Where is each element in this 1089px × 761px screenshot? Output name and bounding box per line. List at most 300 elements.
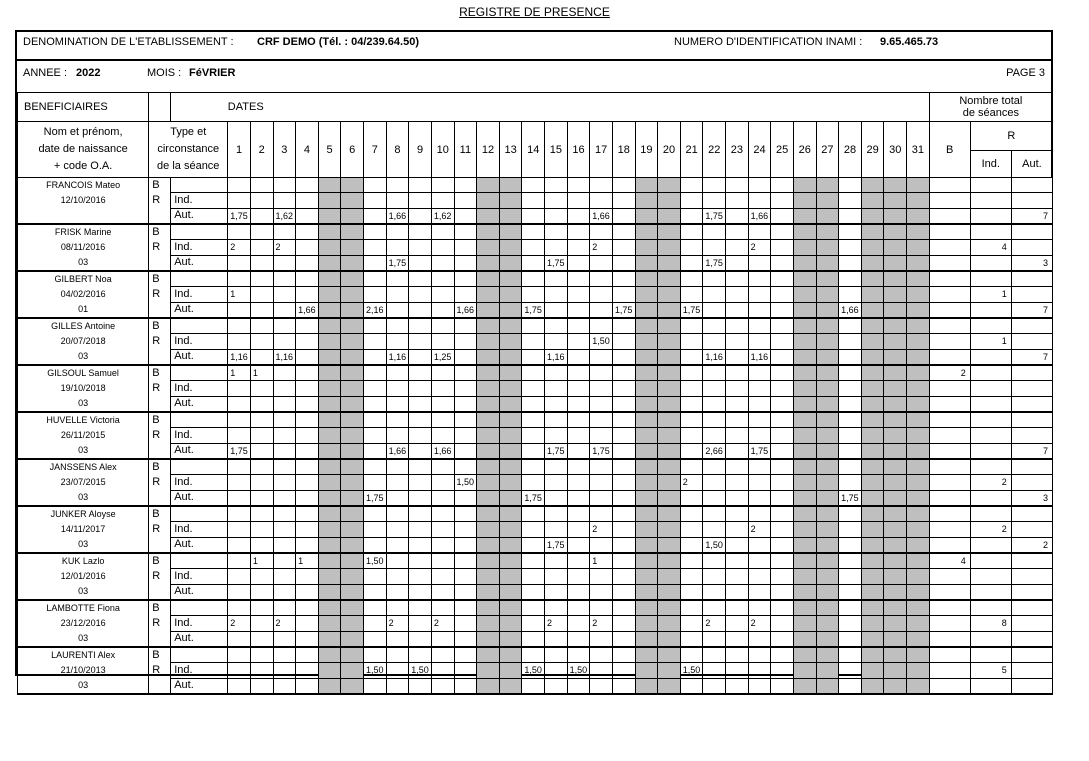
day-cell xyxy=(703,490,726,506)
day-cell xyxy=(499,412,522,428)
name-header-line2: date de naissance xyxy=(38,143,128,155)
day-cell xyxy=(884,271,907,287)
day-cell xyxy=(839,647,862,663)
day-cell xyxy=(816,428,839,443)
table-row xyxy=(18,318,1053,334)
day-cell xyxy=(861,255,884,271)
day-cell xyxy=(907,475,930,490)
day-cell xyxy=(816,255,839,271)
type-ind-label: Ind. xyxy=(171,428,228,443)
day-cell xyxy=(318,334,341,349)
type-header-top xyxy=(149,93,171,122)
table-row xyxy=(18,178,1053,193)
day-cell xyxy=(816,412,839,428)
day-cell xyxy=(658,584,681,600)
day-cell xyxy=(545,678,568,694)
day-cell xyxy=(839,178,862,193)
day-cell xyxy=(250,334,273,349)
day-cell xyxy=(431,271,454,287)
day-cell xyxy=(431,255,454,271)
total-header-line1: Nombre total xyxy=(959,95,1023,107)
day-cell xyxy=(273,600,296,616)
day-cell xyxy=(590,396,613,412)
day-cell xyxy=(228,490,251,506)
day-cell xyxy=(726,443,749,459)
patient-name: GILBERT Noa xyxy=(54,274,112,284)
patient-name: LAURENTI Alex xyxy=(51,650,116,660)
day-cell xyxy=(499,522,522,537)
patient-info xyxy=(18,365,149,412)
day-cell xyxy=(545,475,568,490)
day-cell xyxy=(386,224,409,240)
day-cell xyxy=(635,569,658,584)
patient-dob: 21/10/2013 xyxy=(60,665,106,675)
day-cell xyxy=(567,224,590,240)
type-aut-label: Aut. xyxy=(171,631,228,647)
type-b-label: B xyxy=(149,459,171,475)
day-cell: 1,50 xyxy=(567,663,590,678)
day-cell xyxy=(522,506,545,522)
day-cell xyxy=(431,287,454,302)
day-cell xyxy=(454,178,477,193)
total-b-cell xyxy=(929,318,970,334)
day-cell: 2,66 xyxy=(703,443,726,459)
table-row xyxy=(18,584,1053,600)
day-cell xyxy=(499,600,522,616)
day-cell xyxy=(522,349,545,365)
day-cell xyxy=(816,302,839,318)
day-cell xyxy=(793,553,816,569)
day-cell xyxy=(477,647,500,663)
day-cell xyxy=(612,459,635,475)
day-cell xyxy=(726,584,749,600)
day-cell xyxy=(386,412,409,428)
day-cell: 1 xyxy=(250,365,273,381)
day-cell xyxy=(454,271,477,287)
name-header xyxy=(18,122,149,178)
name-header-line3: + code O.A. xyxy=(53,160,113,172)
patient-code: 03 xyxy=(78,539,89,549)
table-row xyxy=(18,365,1053,381)
day-cell xyxy=(273,475,296,490)
day-cell xyxy=(839,584,862,600)
day-cell xyxy=(477,396,500,412)
day-cell xyxy=(250,569,273,584)
day-cell xyxy=(635,663,658,678)
day-cell xyxy=(567,678,590,694)
patient-name: JANSSENS Alex xyxy=(49,462,117,472)
day-cell xyxy=(296,490,319,506)
day-cell xyxy=(499,287,522,302)
day-cell xyxy=(680,584,703,600)
table-row xyxy=(18,271,1053,287)
total-b-black xyxy=(929,381,970,396)
day-cell xyxy=(816,553,839,569)
day-cell xyxy=(228,412,251,428)
day-cell xyxy=(635,537,658,553)
day-cell xyxy=(726,647,749,663)
table-row xyxy=(18,537,1053,553)
day-cell xyxy=(907,616,930,631)
day-cell xyxy=(771,349,794,365)
total-aut-cell xyxy=(1011,678,1052,694)
day-cell: 1,75 xyxy=(545,255,568,271)
patient-code: 03 xyxy=(78,633,89,643)
day-cell xyxy=(522,318,545,334)
patient-name: JUNKER Aloyse xyxy=(50,509,116,519)
day-cell xyxy=(680,412,703,428)
day-cell xyxy=(341,318,364,334)
day-cell xyxy=(296,506,319,522)
day-cell xyxy=(907,193,930,208)
day-cell xyxy=(228,224,251,240)
day-cell xyxy=(839,224,862,240)
type-ind-label: Ind. xyxy=(171,193,228,208)
day-cell xyxy=(477,178,500,193)
day-cell xyxy=(884,506,907,522)
day-cell xyxy=(454,240,477,255)
day-cell xyxy=(816,616,839,631)
day-cell xyxy=(318,318,341,334)
day-cell xyxy=(409,208,432,224)
day-cell xyxy=(884,412,907,428)
day-cell xyxy=(658,490,681,506)
day-cell xyxy=(318,678,341,694)
day-cell xyxy=(793,240,816,255)
day-cell xyxy=(545,240,568,255)
day-cell xyxy=(771,334,794,349)
day-cell xyxy=(907,553,930,569)
day-header: 23 xyxy=(726,122,749,178)
day-cell xyxy=(386,647,409,663)
type-r-label: R xyxy=(149,428,171,443)
day-cell xyxy=(793,334,816,349)
day-cell xyxy=(839,459,862,475)
day-cell xyxy=(658,349,681,365)
day-cell xyxy=(228,631,251,647)
type-ind-label: Ind. xyxy=(171,381,228,396)
day-cell xyxy=(658,396,681,412)
day-cell xyxy=(612,443,635,459)
day-cell xyxy=(386,334,409,349)
day-cell xyxy=(296,412,319,428)
day-cell xyxy=(477,365,500,381)
day-cell xyxy=(748,584,771,600)
day-cell: 2 xyxy=(273,616,296,631)
type-b-spacer xyxy=(171,365,228,381)
day-cell xyxy=(703,334,726,349)
day-cell xyxy=(386,240,409,255)
day-cell xyxy=(409,584,432,600)
total-aut-black xyxy=(1011,428,1052,443)
day-cell xyxy=(454,616,477,631)
day-cell xyxy=(499,271,522,287)
day-cell xyxy=(296,678,319,694)
day-cell xyxy=(250,208,273,224)
day-cell xyxy=(726,678,749,694)
total-ind-cell xyxy=(970,428,1011,443)
day-cell xyxy=(341,443,364,459)
day-cell xyxy=(296,224,319,240)
day-cell xyxy=(341,255,364,271)
day-cell xyxy=(341,569,364,584)
day-cell xyxy=(296,663,319,678)
day-cell xyxy=(318,349,341,365)
day-cell xyxy=(726,600,749,616)
day-cell xyxy=(612,396,635,412)
total-aut-black xyxy=(1011,381,1052,396)
day-cell xyxy=(612,600,635,616)
type-b-spacer xyxy=(171,412,228,428)
day-cell xyxy=(703,287,726,302)
day-cell xyxy=(658,412,681,428)
type-header-line2: circonstance xyxy=(157,143,220,155)
type-r-spacer xyxy=(149,349,171,365)
total-b-black xyxy=(929,287,970,302)
day-cell xyxy=(590,631,613,647)
patient-name: LAMBOTTE Fiona xyxy=(46,603,120,613)
day-cell xyxy=(793,647,816,663)
day-cell xyxy=(567,616,590,631)
day-cell xyxy=(273,631,296,647)
day-cell xyxy=(567,412,590,428)
day-cell xyxy=(409,600,432,616)
day-cell xyxy=(296,428,319,443)
day-cell xyxy=(567,537,590,553)
day-cell xyxy=(907,255,930,271)
day-cell xyxy=(386,490,409,506)
patient-name: KUK Lazlo xyxy=(61,556,105,566)
day-cell xyxy=(318,381,341,396)
day-cell xyxy=(612,428,635,443)
day-cell xyxy=(635,208,658,224)
day-cell xyxy=(431,631,454,647)
total-ind-black xyxy=(970,255,1011,271)
day-cell xyxy=(590,287,613,302)
day-cell xyxy=(477,349,500,365)
day-cell xyxy=(228,459,251,475)
day-cell: 1,75 xyxy=(522,302,545,318)
day-cell xyxy=(861,381,884,396)
day-cell xyxy=(454,349,477,365)
day-cell xyxy=(884,678,907,694)
day-cell xyxy=(680,522,703,537)
denomination-value: CRF DEMO (Tél. : 04/239.64.50) xyxy=(257,36,419,48)
day-cell xyxy=(250,663,273,678)
day-cell xyxy=(635,302,658,318)
day-cell xyxy=(454,396,477,412)
day-cell xyxy=(793,271,816,287)
day-cell xyxy=(318,193,341,208)
day-cell xyxy=(703,240,726,255)
day-cell: 1,16 xyxy=(545,349,568,365)
day-cell xyxy=(726,318,749,334)
day-cell xyxy=(907,459,930,475)
day-cell xyxy=(318,365,341,381)
day-cell xyxy=(703,459,726,475)
day-cell xyxy=(386,631,409,647)
type-b-label: B xyxy=(149,224,171,240)
total-aut-black xyxy=(1011,412,1052,428)
day-cell xyxy=(499,193,522,208)
day-cell xyxy=(748,412,771,428)
day-cell: 1,50 xyxy=(364,663,387,678)
day-cell xyxy=(341,663,364,678)
day-cell xyxy=(454,334,477,349)
day-cell xyxy=(816,443,839,459)
day-cell xyxy=(522,631,545,647)
day-cell xyxy=(545,569,568,584)
day-cell xyxy=(477,475,500,490)
day-cell xyxy=(635,224,658,240)
day-cell xyxy=(635,255,658,271)
day-cell xyxy=(884,553,907,569)
day-cell xyxy=(409,647,432,663)
total-aut-cell: 7 xyxy=(1011,443,1052,459)
day-cell xyxy=(228,334,251,349)
day-cell xyxy=(522,255,545,271)
day-cell xyxy=(793,490,816,506)
day-cell xyxy=(477,381,500,396)
day-cell xyxy=(567,553,590,569)
day-cell xyxy=(703,475,726,490)
total-aut-cell xyxy=(1011,631,1052,647)
day-header: 16 xyxy=(567,122,590,178)
day-cell xyxy=(703,318,726,334)
day-cell xyxy=(590,663,613,678)
type-header-line1: Type et xyxy=(170,126,207,138)
day-cell xyxy=(431,647,454,663)
day-cell xyxy=(748,600,771,616)
day-cell xyxy=(861,349,884,365)
day-cell xyxy=(364,616,387,631)
day-cell xyxy=(499,255,522,271)
day-cell: 1 xyxy=(590,553,613,569)
day-cell xyxy=(839,537,862,553)
total-aut-black xyxy=(1011,663,1052,678)
day-cell xyxy=(635,178,658,193)
day-cell xyxy=(590,428,613,443)
day-cell xyxy=(861,318,884,334)
day-cell xyxy=(386,522,409,537)
day-cell xyxy=(477,318,500,334)
type-b-spacer xyxy=(171,506,228,522)
day-cell xyxy=(816,647,839,663)
day-cell xyxy=(250,490,273,506)
total-aut-cell: 3 xyxy=(1011,490,1052,506)
total-b-cell xyxy=(929,412,970,428)
total-b-cell: 4 xyxy=(929,553,970,569)
day-cell xyxy=(522,178,545,193)
table-row xyxy=(18,631,1053,647)
total-ind-black xyxy=(970,302,1011,318)
day-cell xyxy=(364,584,387,600)
day-cell xyxy=(861,600,884,616)
total-ind-black xyxy=(970,506,1011,522)
day-cell xyxy=(341,616,364,631)
day-cell xyxy=(839,412,862,428)
day-cell xyxy=(431,490,454,506)
day-cell xyxy=(250,522,273,537)
day-cell xyxy=(341,678,364,694)
day-cell xyxy=(409,193,432,208)
total-ind-black xyxy=(970,678,1011,694)
page-number: PAGE 3 xyxy=(1006,67,1045,79)
day-cell xyxy=(590,475,613,490)
day-cell xyxy=(816,663,839,678)
day-cell xyxy=(431,318,454,334)
day-cell xyxy=(567,522,590,537)
day-cell xyxy=(296,178,319,193)
day-cell xyxy=(545,178,568,193)
table-row xyxy=(18,490,1053,506)
day-cell xyxy=(273,334,296,349)
day-cell xyxy=(296,334,319,349)
patient-dob: 08/11/2016 xyxy=(60,242,106,252)
table-row xyxy=(18,381,1053,396)
day-cell xyxy=(477,334,500,349)
day-cell xyxy=(273,365,296,381)
day-cell: 1,16 xyxy=(386,349,409,365)
day-header: 26 xyxy=(793,122,816,178)
day-cell xyxy=(726,553,749,569)
day-cell xyxy=(726,537,749,553)
day-cell xyxy=(635,522,658,537)
day-cell xyxy=(273,569,296,584)
day-cell xyxy=(658,569,681,584)
day-cell xyxy=(635,647,658,663)
day-cell xyxy=(454,490,477,506)
day-cell xyxy=(635,475,658,490)
day-cell xyxy=(816,396,839,412)
day-cell xyxy=(771,631,794,647)
day-cell xyxy=(296,193,319,208)
day-cell xyxy=(793,475,816,490)
day-cell xyxy=(499,537,522,553)
day-cell xyxy=(884,631,907,647)
day-cell xyxy=(793,569,816,584)
day-cell xyxy=(793,412,816,428)
day-cell xyxy=(499,428,522,443)
type-aut-label: Aut. xyxy=(171,396,228,412)
day-header: 2 xyxy=(250,122,273,178)
day-cell xyxy=(386,271,409,287)
day-cell xyxy=(907,428,930,443)
day-cell xyxy=(318,255,341,271)
day-cell xyxy=(228,178,251,193)
day-cell xyxy=(499,569,522,584)
dates-header-spacer xyxy=(171,93,228,122)
day-cell xyxy=(703,224,726,240)
day-cell xyxy=(454,318,477,334)
day-cell xyxy=(409,396,432,412)
day-cell: 1,75 xyxy=(680,302,703,318)
patient-info xyxy=(18,553,149,600)
day-cell: 1,66 xyxy=(590,208,613,224)
day-cell xyxy=(839,193,862,208)
day-cell xyxy=(612,537,635,553)
day-cell xyxy=(250,224,273,240)
total-b-black xyxy=(929,428,970,443)
annee-value: 2022 xyxy=(76,67,101,79)
day-cell xyxy=(612,678,635,694)
day-cell xyxy=(816,240,839,255)
day-cell xyxy=(454,663,477,678)
total-aut-black xyxy=(1011,475,1052,490)
day-cell xyxy=(658,428,681,443)
day-cell xyxy=(612,365,635,381)
table-row xyxy=(18,208,1053,224)
